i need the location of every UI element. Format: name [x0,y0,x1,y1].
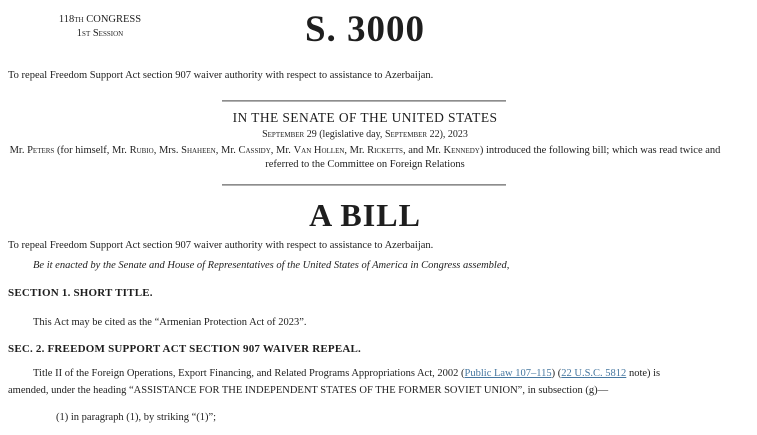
enacting-clause: Be it enacted by the Senate and House of Representatives of the United States of America in Congress assembled, [33,260,510,271]
citation-link[interactable]: Public Law 107–115 [464,368,552,379]
section-2-heading: SEC. 2. FREEDOM SUPPORT ACT SECTION 907 WAIVER REPEAL. [8,343,362,355]
action-date: September 29 (legislative day, September 22), 2023 [262,129,468,140]
section-1-heading: SECTION 1. SHORT TITLE. [8,287,153,299]
section-2-text-line-2: amended, under the heading “ASSISTANCE FOR THE INDEPENDENT STATES OF THE FORMER SOVIET UNION”, in subsection (g)— [8,385,609,396]
section-1-text: This Act may be cited as the “Armenian Protection Act of 2023”. [33,317,307,328]
horizontal-rule-2 [222,184,506,186]
session-line: 1st Session [76,28,124,39]
senate-heading: IN THE SENATE OF THE UNITED STATES [232,110,498,125]
congress-line: 118th CONGRESS [58,14,142,25]
citation-link[interactable]: 22 U.S.C. 5812 [561,368,627,379]
section-2-text-line-1: Title II of the Foreign Operations, Export Financing, and Related Programs Appropriations Act, 2002 (Public Law 107–115) (22 U.S.C. 5812 note) is [33,368,661,379]
bill-heading: A BILL [309,197,421,233]
committee-referral-line: referred to the Committee on Foreign Relations [265,159,465,170]
bill-number: S. 3000 [304,9,426,50]
clause-1: (1) in paragraph (1), by striking “(1)”; [56,412,217,423]
horizontal-rule-1 [222,100,506,102]
official-title-2: To repeal Freedom Support Act section 907 waiver authority with respect to assistance to Azerbaijan. [8,240,434,251]
sponsor-line: Mr. Peters (for himself, Mr. Rubio, Mrs. Shaheen, Mr. Cassidy, Mr. Van Hollen, Mr. Ricketts, and Mr. Kennedy) introduced the following bill; which was read twice and [9,145,721,156]
official-title: To repeal Freedom Support Act section 907 waiver authority with respect to assistance to Azerbaijan. [8,70,434,81]
